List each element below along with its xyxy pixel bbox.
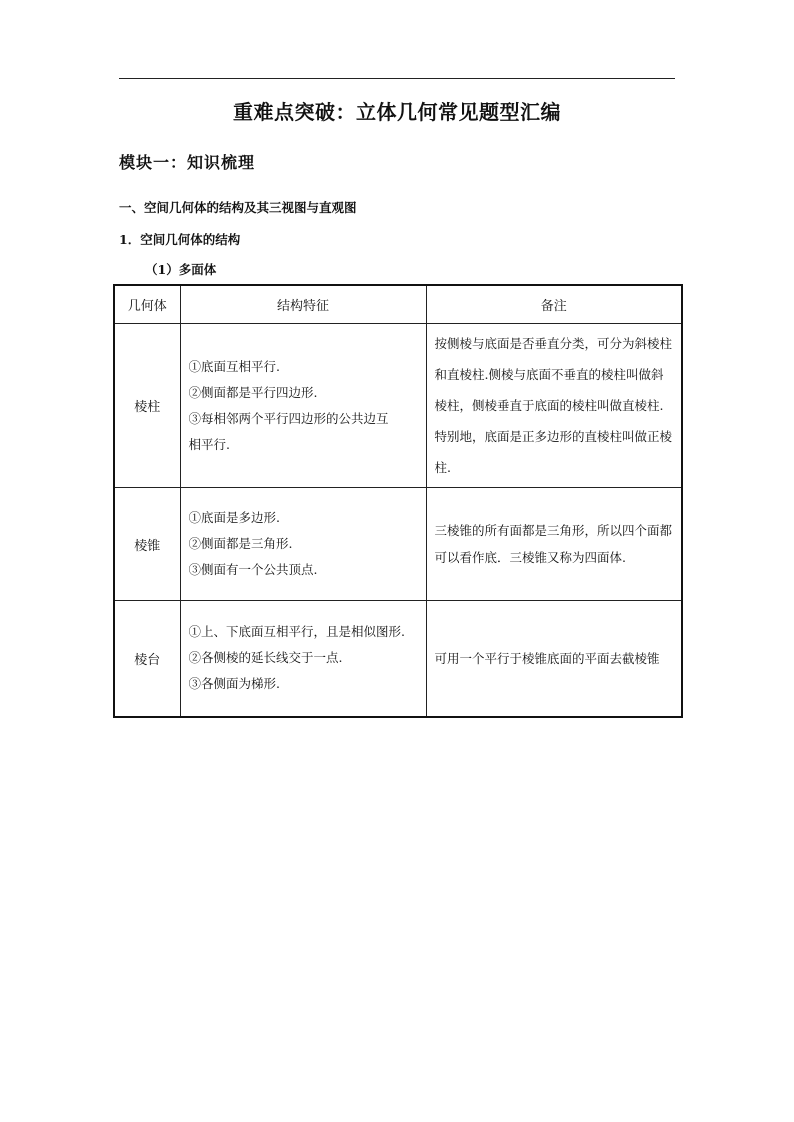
solid-name: 棱台 [114, 601, 180, 717]
notes-cell: 按侧棱与底面是否垂直分类，可分为斜棱柱和直棱柱.侧棱与底面不垂直的棱柱叫做斜棱柱，侧棱垂直于底面的棱柱叫做直棱柱.特别地，底面是正多边形的直棱柱叫做正棱柱. [426, 324, 682, 488]
document-title: 重难点突破：立体几何常见题型汇编 [233, 100, 561, 124]
feature-item: ②侧面都是三角形. [188, 536, 293, 551]
features-cell [180, 488, 426, 601]
header-rule [119, 78, 675, 79]
notes-cell: 三棱锥的所有面都是三角形，所以四个面都可以看作底．三棱锥又称为四面体. [426, 488, 682, 601]
table-row [114, 488, 682, 601]
feature-item: ②各侧棱的延长线交于一点. [188, 650, 343, 666]
column-header-solid: 几何体 [114, 285, 180, 324]
features-cell [180, 324, 426, 488]
column-header-features: 结构特征 [180, 285, 426, 324]
polyhedron-heading: （1）多面体 [145, 262, 217, 277]
subsection-heading: 1．空间几何体的结构 [119, 232, 241, 247]
column-header-notes: 备注 [426, 285, 682, 324]
notes-cell: 可用一个平行于棱锥底面的平面去截棱锥 [426, 601, 682, 717]
feature-item: ③侧面有一个公共顶点. [188, 562, 318, 577]
feature-item: ③各侧面为梯形. [188, 676, 280, 692]
solid-name: 棱锥 [114, 488, 180, 601]
solid-name: 棱柱 [114, 324, 180, 488]
section-heading: 一、空间几何体的结构及其三视图与直观图 [119, 200, 357, 215]
table-header-row [114, 285, 682, 324]
feature-item: 相平行. [188, 436, 230, 452]
table-row [114, 601, 682, 717]
features-cell [180, 601, 426, 717]
feature-item: ①底面是多边形. [188, 510, 280, 525]
feature-item: ②侧面都是平行四边形. [188, 384, 318, 400]
feature-item: ①底面互相平行. [188, 358, 280, 374]
feature-item: ③每相邻两个平行四边形的公共边互 [188, 410, 389, 426]
table-row [114, 324, 682, 488]
module-heading: 模块一：知识梳理 [119, 153, 256, 172]
polyhedron-table [113, 284, 683, 718]
feature-item: ①上、下底面互相平行，且是相似图形. [188, 624, 405, 640]
